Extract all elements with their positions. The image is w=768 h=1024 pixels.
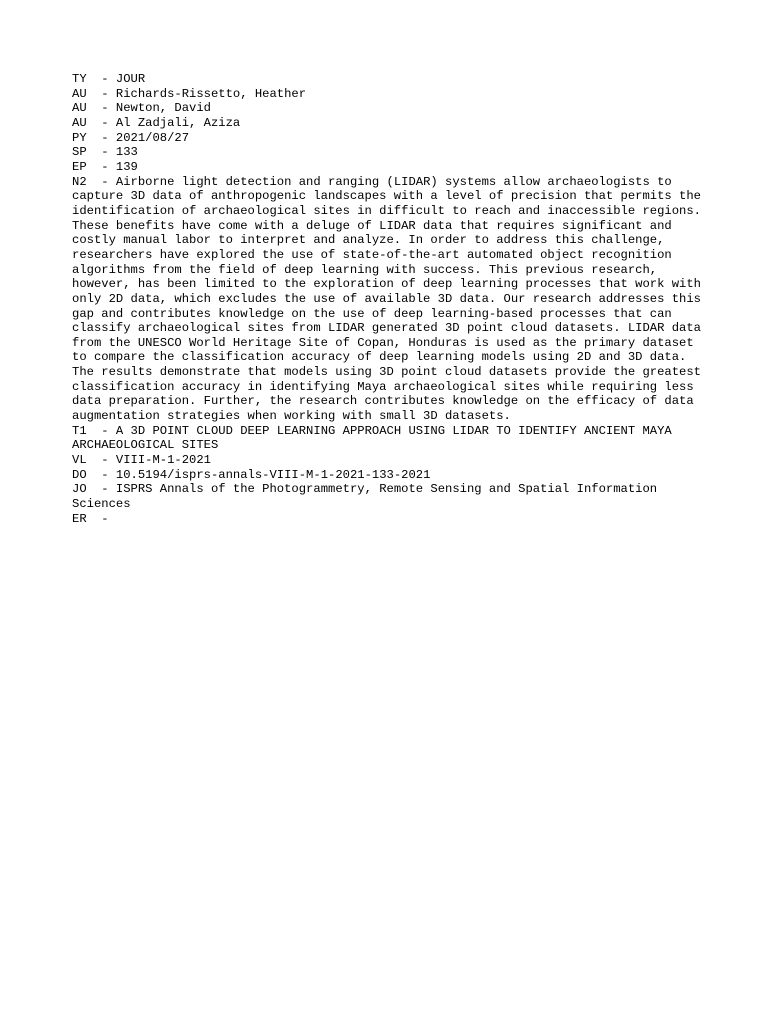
ris-field-end-record: ER - xyxy=(72,511,116,526)
field-tag: SP xyxy=(72,145,87,160)
field-tag: AU xyxy=(72,101,87,116)
ris-field-type: TY - JOUR xyxy=(72,72,146,86)
field-value: Richards-Rissetto, Heather xyxy=(115,86,307,101)
ris-field-journal: JO - ISPRS Annals of the Photogrammetry, Remote Sensing and Spatial Information Sciences xyxy=(72,482,665,512)
ris-field-start-page: SP - 133 xyxy=(72,145,138,160)
field-tag: T1 xyxy=(72,423,87,438)
field-tag: ER xyxy=(72,511,87,526)
field-tag: AU xyxy=(72,86,87,101)
field-tag: AU xyxy=(72,115,87,130)
field-tag: PY xyxy=(72,130,87,145)
field-value: 10.5194/isprs-annals-VIII-M-1-2021-133-2021 xyxy=(115,467,431,482)
field-value: Al Zadjali, Aziza xyxy=(115,115,241,130)
field-value: VIII-M-1-2021 xyxy=(115,453,211,468)
field-tag: DO xyxy=(72,467,87,482)
field-tag: VL xyxy=(72,453,87,468)
field-value: Newton, David xyxy=(115,101,211,116)
field-tag: EP xyxy=(72,159,87,174)
ris-field-abstract: N2 - Airborne light detection and ranging (LIDAR) systems allow archaeologists to capture 3D data of anthropogenic landscapes with a level of precision that permits the identification of archaeological sites in difficult to reach and inaccessible regions. These benefits have come with a deluge of LIDAR data that requires significant and costly manual labor to interpret and analyze. In order to address this challenge, researchers have explored the use of state-of-the-art automated object recognition algorithms from the field of deep learning with success. This previous research, however, has been limited to the exploration of deep learning processes that work with only 2D data, which excludes the use of available 3D data. Our research addresses this gap and contributes knowledge on the use of deep learning-based processes that can classify archaeological sites from LIDAR generated 3D point cloud datasets. LIDAR data from the UNESCO World Heritage Site of Copan, Honduras is used as the primary dataset to compare the classification accuracy of deep learning models using 2D and 3D data. The results demonstrate that models using 3D point cloud datasets provide the greatest classification accuracy in identifying Maya archaeological sites while requiring less data preparation. Further, the research contributes knowledge on the efficacy of data augmentation strategies when working with small 3D datasets. xyxy=(72,174,709,424)
field-tag: TY xyxy=(72,72,87,86)
ris-field-author: AU - Newton, David xyxy=(72,101,211,116)
ris-field-end-page: EP - 139 xyxy=(72,159,138,174)
ris-field-volume: VL - VIII-M-1-2021 xyxy=(72,453,211,468)
field-value: A 3D POINT CLOUD DEEP LEARNING APPROACH USING LIDAR TO IDENTIFY ANCIENT MAYA ARCHAEOLOGICAL SITES xyxy=(72,423,680,453)
field-value: 2021/08/27 xyxy=(115,130,190,145)
field-tag: N2 xyxy=(72,174,87,189)
ris-citation-text xyxy=(72,72,712,526)
field-value: 133 xyxy=(115,145,138,160)
ris-field-title: T1 - A 3D POINT CLOUD DEEP LEARNING APPROACH USING LIDAR TO IDENTIFY ANCIENT MAYA ARCHAEOLOGICAL SITES xyxy=(72,423,680,453)
ris-field-doi: DO - 10.5194/isprs-annals-VIII-M-1-2021-133-2021 xyxy=(72,467,431,482)
field-value: Airborne light detection and ranging (LIDAR) systems allow archaeologists to capture 3D data of anthropogenic landscapes with a level of precision that permits the identification of archaeological sites in difficult to reach and inaccessible regions. These benefits have come with a deluge of LIDAR data that requires significant and costly manual labor to interpret and analyze. In order to address this challenge, researchers have explored the use of state-of-the-art automated object recognition algorithms from the field of deep learning with success. This previous research, however, has been limited to the exploration of deep learning processes that work with only 2D data, which excludes the use of available 3D data. Our research addresses this gap and contributes knowledge on the use of deep learning-based processes that can classify archaeological sites from LIDAR generated 3D point cloud datasets. LIDAR data from the UNESCO World Heritage Site of Copan, Honduras is used as the primary dataset to compare the classification accuracy of deep learning models using 2D and 3D data. The results demonstrate that models using 3D point cloud datasets provide the greatest classification accuracy in identifying Maya archaeological sites while requiring less data preparation. Further, the research contributes knowledge on the efficacy of data augmentation strategies when working with small 3D datasets. xyxy=(72,174,709,424)
ris-field-author: AU - Richards-Rissetto, Heather xyxy=(72,86,307,101)
field-value: JOUR xyxy=(115,72,146,86)
field-value: 139 xyxy=(115,159,138,174)
ris-field-author: AU - Al Zadjali, Aziza xyxy=(72,115,241,130)
ris-field-publication-year: PY - 2021/08/27 xyxy=(72,130,190,145)
field-value: ISPRS Annals of the Photogrammetry, Remote Sensing and Spatial Information Sciences xyxy=(72,482,665,512)
field-tag: JO xyxy=(72,482,87,497)
